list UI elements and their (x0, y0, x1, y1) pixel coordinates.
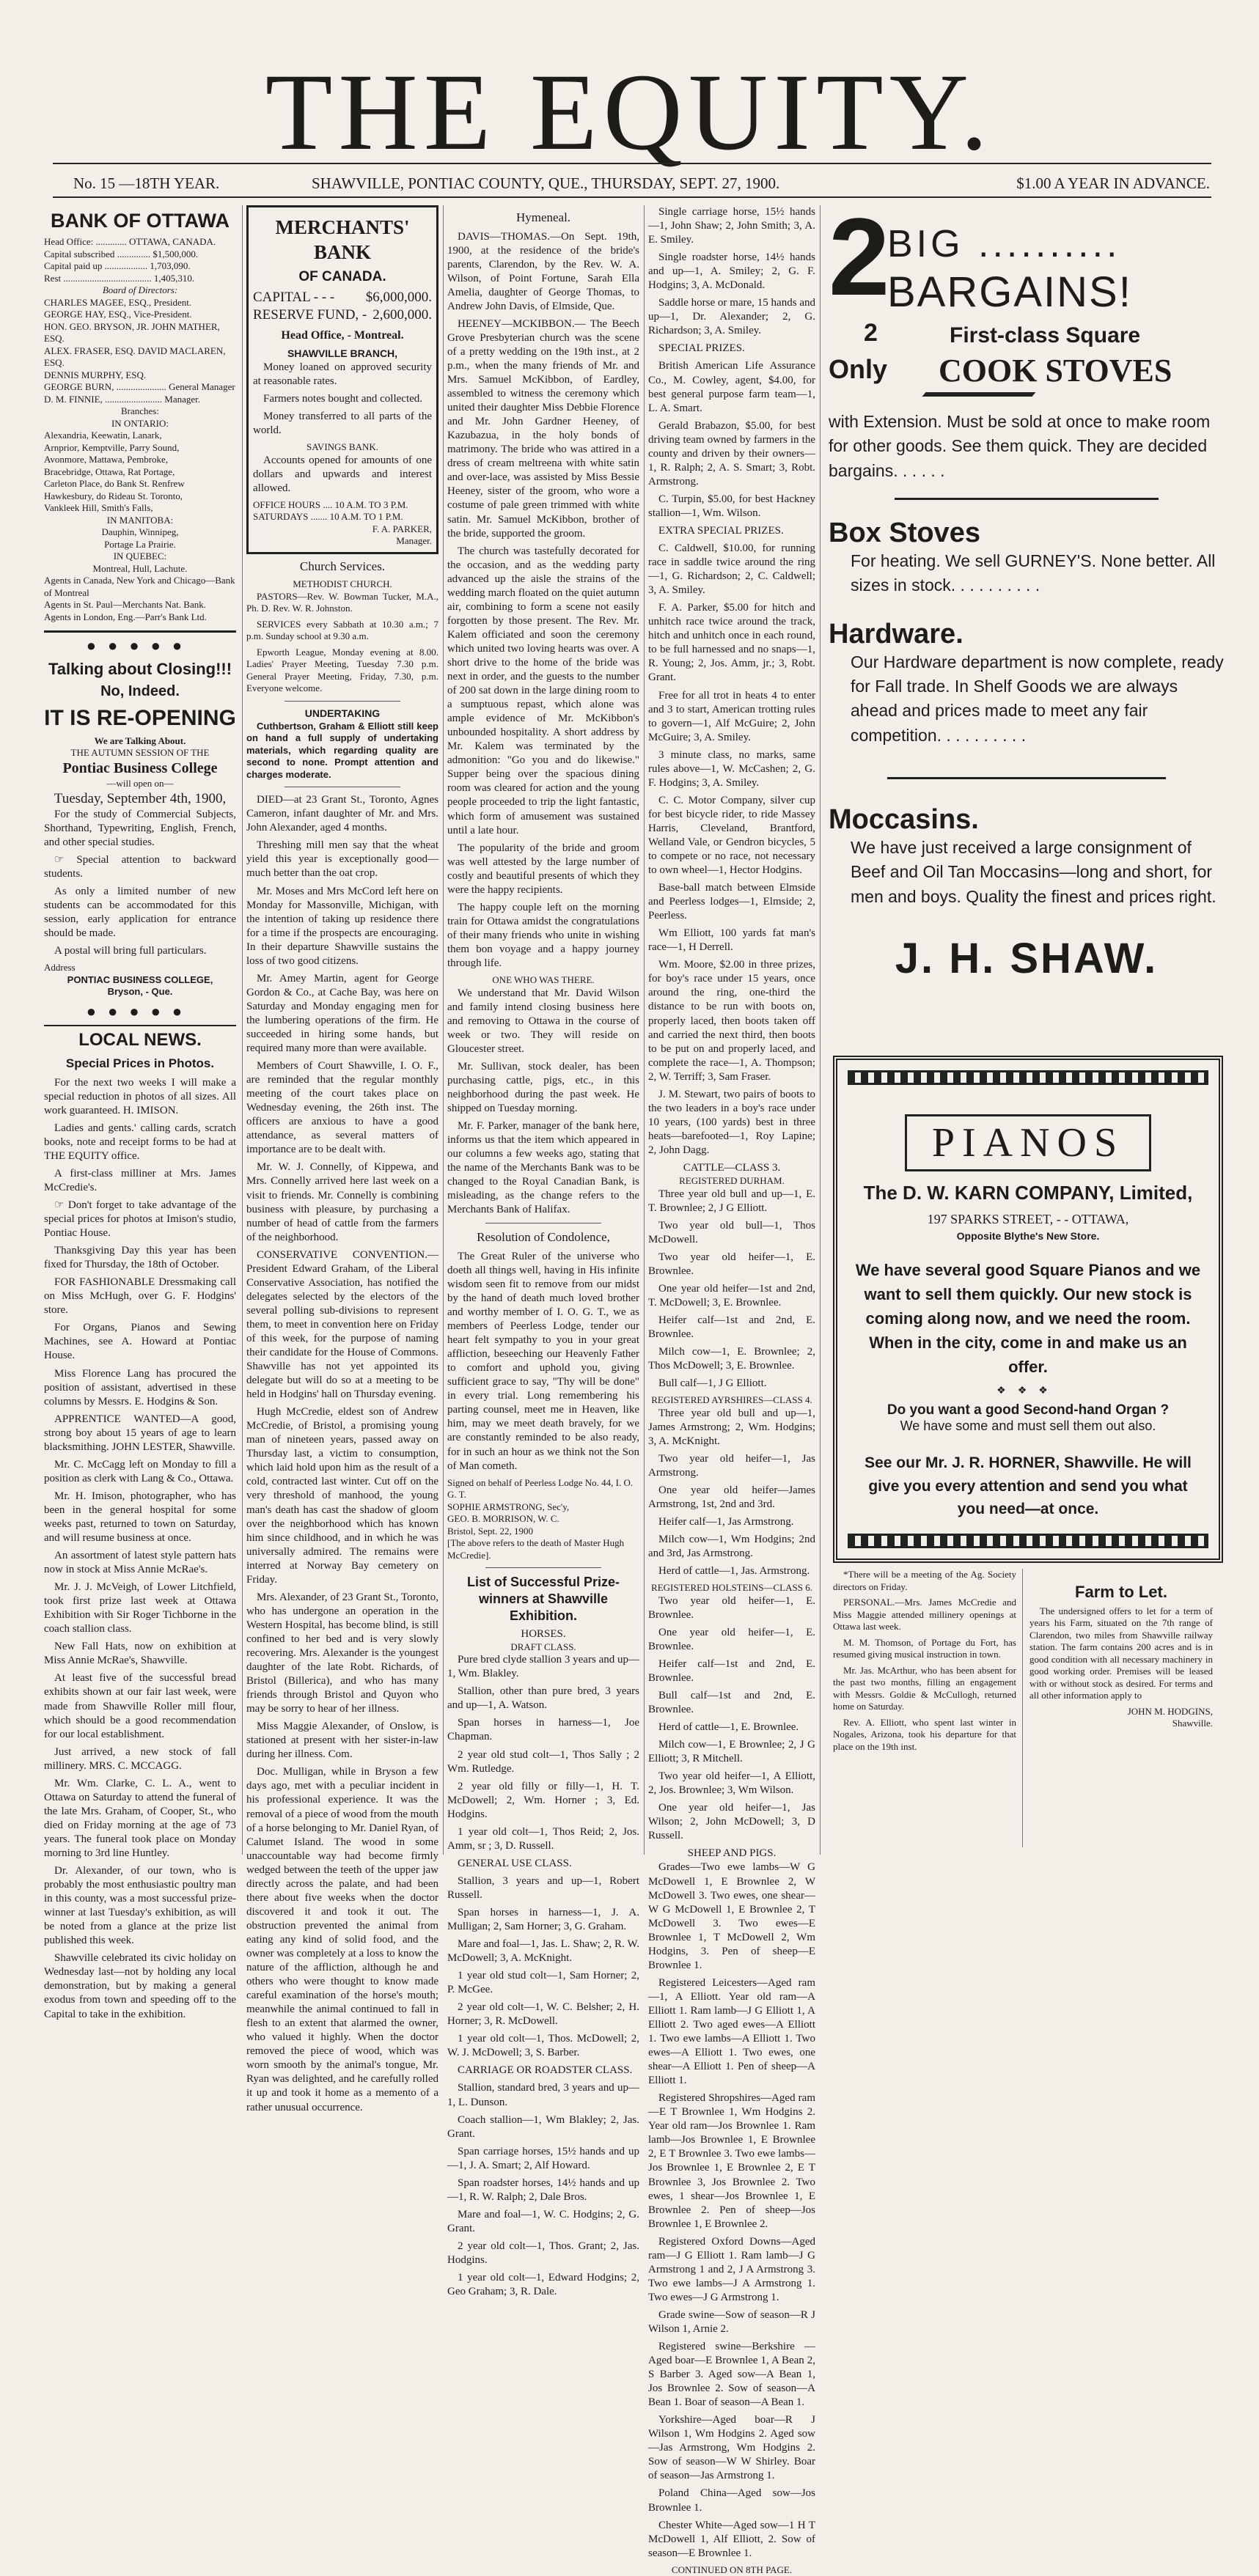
horner-note: See our Mr. J. R. HORNER, Shawville. He will give you every attention and send you what you need—at once. (865, 1454, 1192, 1517)
news-item: Dr. Alexander, of our town, who is probably the most enthusiastic poultry man in this county, was a most successful prize-winner at last Tuesday's exhibition, as will be noted from a glance at the prize list published this week. (44, 1865, 236, 1947)
savings-text: Accounts opened for amounts of one dollars and upwards and interest allowed. (253, 454, 432, 494)
prize-line: Wm. Moore, $2.00 in three prizes, for boy's race under 15 years, once around the ring, one-third the distance to be run with boots on, properly laced, then boots taken off and carried the next third, then boots to be put on and properly laced, and complete the race—1, A. Thompson; 2, W. Terriff; 3, Sam Fraser. (648, 959, 815, 1083)
news-item: Members of Court Shawville, I. O. F., are reminded that the regular monthly meeting of the court takes place on Wednesday evening, the 26th inst. The officers are anxious to have a good attendance, as several matters of importance are to be dealt with. (246, 1060, 438, 1156)
condolence-title: Resolution of Condolence, (477, 1230, 610, 1245)
durham-lines (648, 1188, 815, 1391)
news-item: A first-class milliner at Mrs. James McCredie's. (44, 1167, 236, 1193)
prize-line: Stallion, standard bred, 3 years and up—1, L. Dunson. (447, 2082, 639, 2108)
column-3 (447, 205, 639, 2298)
prize-line: Two year old heifer—1, Jas Armstrong. (648, 1452, 815, 1479)
divider (44, 630, 236, 633)
prize-line: British American Life Assurance Co., M. Cowley, agent, $4.00, for best general purpose farm team—1, L. A. Smart. (648, 360, 815, 414)
big-two: 2 (829, 195, 890, 318)
manager-name: F. A. PARKER, (372, 523, 432, 534)
closing-sub: We are Talking About. (94, 735, 186, 746)
organ-answer: We have some and must sell them out also. (900, 1418, 1156, 1433)
divider (285, 701, 400, 702)
prize-line: Single roadster horse, 14½ hands and up—1, A. Smiley; 2, G. F. Hodgins; 3, A. McDonald. (648, 251, 815, 292)
merchants-title: MERCHANTS' BANK (275, 216, 410, 264)
signature-line: Signed on behalf of Peerless Lodge No. 44, I. O. G. T. (447, 1476, 634, 1501)
prize-line: Herd of cattle—1, E. Brownlee. (658, 1721, 799, 1734)
merchants-services (253, 361, 432, 438)
news-item: New Fall Hats, now on exhibition at Miss Annie McRae's, Shawville. (44, 1641, 236, 1667)
saturday-hours: SATURDAYS ....... 10 A.M. TO 1 P.M. (253, 511, 403, 523)
news-item: Thanksgiving Day this year has been fixed for Thursday, the 18th of October. (44, 1245, 236, 1271)
branch-line: Dauphin, Winnipeg, (101, 526, 179, 538)
prize-line: Three year old bull and up—1, James Armstrong; 2, Wm. Hodgins; 3, A. McKnight. (648, 1407, 815, 1447)
news-item: FOR FASHIONABLE Dressmaking call on Miss McHugh, over G. F. Hodgins' store. (44, 1276, 236, 1317)
bargains-ad (829, 195, 1225, 983)
news-item: Mr. C. McCagg left on Monday to fill a position as clerk with Lang & Co., Ottawa. (44, 1458, 236, 1484)
board-title: Board of Directors: (102, 284, 178, 296)
prize-line: J. M. Stewart, two pairs of boots to the two leaders in a boy's race under 10 years, (100 yards) best in three heats—barefooted—1, Roy Lapine; 2, John Dagg. (648, 1088, 815, 1156)
branch-line: Portage La Prairie. (104, 538, 176, 550)
prize-line: 1 year old stud colt—1, Sam Horner; 2, P. McGee. (447, 1970, 639, 1996)
prize-line: Pure bred clyde stallion 3 years and up—1, Wm. Blakley. (447, 1654, 639, 1680)
capital-line: Rest ..................................... 1,405,310. (44, 272, 195, 284)
college-body (44, 808, 236, 958)
farm-place: Shawville. (1172, 1718, 1213, 1729)
news-item: Just arrived, a new stock of fall millinery. MRS. C. MCCAGG. (44, 1745, 236, 1772)
prize-line: Chester White—Aged sow—1 H T McDowell 1, Alf Elliott, 2. Sow of season—E Brownlee 1. (648, 2519, 815, 2559)
prize-line: Two year old heifer—1, E. Brownlee. (648, 1251, 815, 1277)
service-line: Money loaned on approved security at reasonable rates. (253, 361, 432, 388)
prize-line: 3 minute class, no marks, same rules above—1, W. McCashen; 2, G. F. Hodgins; 3, A. Smiley. (648, 748, 815, 789)
prize-line: Heifer calf—1st and 2nd, E. Brownlee. (648, 1657, 815, 1684)
undertaking-title: UNDERTAKING (304, 707, 381, 719)
director-line: CHARLES MAGEE, ESQ., President. (44, 296, 192, 308)
news-item: For the next two weeks I will make a special reduction in photos of all sizes. All work guaranteed. H. IMISON. (44, 1076, 236, 1116)
prize-line: One year old heifer—James Armstrong, 1st, 2nd and 3rd. (648, 1484, 815, 1510)
branch-line: Alexandria, Keewatin, Lanark, (44, 430, 162, 441)
prize-lines (447, 1653, 639, 2299)
undertaking-text: Cuthbertson, Graham & Elliott still keep on hand a full supply of undertaking materials, which regarding quality are second to none. Prompt attention and charges moderate. (246, 720, 438, 780)
church-line: PASTORS—Rev. W. Bowman Tucker, M.A., Ph. D. Rev. W. R. Johnston. (246, 590, 438, 614)
college-paragraph: As only a limited number of new students can be accommodated for this session, early application for entrance should be made. (44, 885, 236, 940)
prize-line: Two year old heifer—1, A Elliott, 2, Jos. Brownlee; 3, Wm Wilson. (648, 1770, 815, 1797)
registered-holsteins: REGISTERED HOLSTEINS—CLASS 6. (651, 1582, 812, 1594)
pianos-title: PIANOS (905, 1114, 1151, 1171)
savings-title: SAVINGS BANK. (306, 441, 378, 453)
news-item: ☞ Don't forget to take advantage of the special prices for photos at Imison's studio, Pontiac House. (44, 1199, 236, 1240)
column-rule (1022, 1569, 1023, 1847)
prize-line: Mare and foal—1, W. C. Hodgins; 2, G. Grant. (447, 2208, 639, 2234)
branch-line: Montreal, Hull, Lachute. (92, 562, 188, 574)
divider (44, 1025, 236, 1026)
agent-line: Agents in St. Paul—Merchants Nat. Bank. (44, 599, 206, 611)
will-open: —will open on— (106, 778, 174, 790)
bullet-row: ●●●●● (86, 636, 194, 655)
farm-title: Farm to Let. (1075, 1583, 1167, 1601)
divider (887, 777, 1166, 779)
ornament-row: ❖❖❖ (996, 1385, 1060, 1396)
news-item: We understand that Mr. David Wilson and family intend closing business here and removing to Ottawa in the course of week or two. They will reside on Gloucester street. (447, 987, 639, 1055)
service-line: Money transferred to all parts of the world. (253, 411, 432, 437)
college-location: Bryson, - Que. (107, 986, 173, 998)
local-news-items (44, 1076, 236, 2022)
prize-line: One year old heifer—1, Jas Wilson; 2, John McDowell; 3, D Russell. (648, 1802, 815, 1842)
closing-no-indeed: No, Indeed. (100, 683, 180, 700)
bargains-body: with Extension. Must be sold at once to make room for other goods. See them quick. They are decided bargains. . . . . . (829, 412, 1211, 480)
karn-address: 197 SPARKS STREET, - - OTTAWA, (927, 1212, 1129, 1226)
news-item: At least five of the successful bread exhibits shown at our fair last week, were made from Shawville Roller mill flour, which should be a good recommendation for our local establishment. (44, 1672, 236, 1740)
news-item: For Organs, Pianos and Sewing Machines, see A. Howard at Pontiac House. (44, 1322, 236, 1362)
news-item: Mr. J. J. McVeigh, of Lower Litchfield, took first prize last week at Ottawa Exhibition with Sir Roger Tichborne in the coach stallion class. (44, 1581, 236, 1635)
cattle-title: CATTLE—CLASS 3. (683, 1162, 781, 1174)
reserve-row (253, 306, 432, 324)
prize-line: Registered Leicesters—Aged ram—1, A Elliott. Year old ram—A Elliott 1. Ram lamb—J G Elliott 1, A Elliott 2. Two aged ewes—A Elliott 1. Two ewe lambs—A Elliott 1. Two ewes—A Elliott 1. Two ewes, one shear—A Elliott 1. Pen of sheep—A Elliott 1. (648, 1976, 815, 2087)
hardware-body: Our Hardware department is now complete, ready for Fall trade. In Shelf Goods we are always ahead and prices made to meet any fair competition. . . . . . . . . . (851, 652, 1224, 745)
news-item: CONSERVATIVE CONVENTION.—President Edward Graham, of the Liberal Conservative Association, has notified the delegates selected by the electors of the several polling sub-divisions to represent them, to meet in convention here on Friday of this week, for the purpose of naming their candidate for the House of Commons. Shawville has not yet appointed its delegate but will do so at a meeting to be held in Hodgins' hall on Thursday evening. (246, 1248, 438, 1401)
news-item: Mr. W. J. Connelly, of Kippewa, and Mrs. Connelly arrived here last week on a visit to friends. Mr. Connelly is combining business with pleasure, by purchasing a number of head of cattle from the farmers of the neighborhood. (246, 1161, 438, 1243)
closing-reopening: IT IS RE-OPENING (44, 705, 236, 730)
address-label: Address (44, 962, 76, 974)
managers-list (44, 381, 236, 405)
signature-line: Bristol, Sept. 22, 1900 (447, 1525, 534, 1537)
prize-lines-continued (648, 205, 815, 1158)
signature-line: SOPHIE ARMSTRONG, Sec'y, (447, 1501, 570, 1512)
news-item: Ladies and gents.' calling cards, scratch books, note and receipt forms to be had at THE EQUITY office. (44, 1122, 236, 1162)
prize-line: Mare and foal—1, Jas. L. Shaw; 2, R. W. McDowell; 3, A. McKnight. (447, 1938, 639, 1965)
reserve-value: 2,600,000. (372, 306, 432, 323)
registered-durham: REGISTERED DURHAM. (679, 1175, 785, 1187)
news-item: Mr. Wm. Clarke, C. L. A., went to Ottawa on Saturday to attend the funeral of the late Mrs. Graham, of Cooper, St., who died on Friday morning at the age of 73 years. The funeral took place on Monday morning to 3rd line Huntley. (44, 1777, 236, 1859)
prize-line: Poland China—Aged sow—Jos Brownlee 1. (648, 2487, 815, 2514)
condolence-text: The Great Ruler of the universe who doeth all things well, having in His infinite wisdom seen fit to remove from our midst by the hand of death much loved brother and worthy member of I. O. G. T., we as members of Peerless Lodge, tender our heart felt sympathy to you in your great affliction, beseeching our Heavenly Father to comfort and uphold you, giving sufficient grace to say, "Thy will be done" in every trial. Long remembering his parting counsel, meet me in Heaven, like him, may we meet death bravely, for we are constantly reminded to be also ready, for in such an hour as we think not the Son of Man cometh. (447, 1250, 639, 1472)
hardware-title: Hardware. (829, 618, 963, 649)
capital-value: $6,000,000. (365, 289, 432, 305)
column-2 (246, 205, 438, 2113)
prize-list-title: List of Successful Prize-winners at Shawville Exhibition. (466, 1575, 620, 1623)
signature-line: GEO. B. MORRISON, W. C. (447, 1513, 559, 1525)
prize-line: Herd of cattle—1, Jas. Armstrong. (658, 1565, 810, 1578)
bargains-header (829, 195, 1225, 319)
branch-line: Arnprior, Kemptville, Parry Sound, (44, 441, 180, 453)
personal-notes (833, 1569, 1016, 1847)
bargains-label: BARGAINS! (887, 268, 1132, 316)
head-office: Head Office, - Montreal. (281, 328, 404, 342)
hymeneal-title: Hymeneal. (515, 210, 571, 224)
column-4 (648, 205, 815, 2575)
prize-line: Single carriage horse, 15½ hands—1, John Shaw; 2, John Smith; 3, A. E. Smiley. (648, 206, 815, 246)
prize-line: Span carriage horses, 15½ hands and up—1, J. A. Smart; 2, Alf Howard. (447, 2145, 639, 2171)
column-rule (443, 205, 444, 1855)
news-item: Mr. H. Imison, photographer, who has been in the general hospital for some weeks past, returned to town on Saturday, and will resume business at once. (44, 1490, 236, 1545)
farm-to-let-ad (1029, 1569, 1213, 1847)
capital-label: CAPITAL - - - (253, 289, 335, 305)
opposite-note: Opposite Blythe's New Store. (956, 1230, 1100, 1242)
ontario-branches (44, 430, 236, 515)
decorative-border (848, 1534, 1208, 1548)
personal-item: PERSONAL.—Mrs. James McCredie and Miss Maggie attended millinery openings at Ottawa last week. (833, 1597, 1016, 1632)
prize-line: GENERAL USE CLASS. (458, 1857, 572, 1869)
decorative-swash (922, 392, 1035, 397)
college-paragraph: For the study of Commercial Subjects, Shorthand, Typewriting, English, French, and other special studies. (44, 808, 236, 848)
college-name: Pontiac Business College (62, 759, 218, 776)
bullet-row: ●●●●● (86, 1001, 194, 1020)
in-quebec: IN QUEBEC: (113, 551, 167, 562)
prize-line: One year old heifer—1st and 2nd, T. McDowell; 3, E. Brownlee. (648, 1282, 815, 1309)
moccasins-title: Moccasins. (829, 804, 979, 836)
prize-line: Base-ball match between Elmside and Peerless lodges—1, Elmside; 2, Peerless. (648, 882, 815, 922)
personal-item: Mr. Jas. McArthur, who has been absent for the past two months, filling an engagement with Messrs. Goldie & McCullogh, returned home on Saturday. (833, 1664, 1016, 1712)
prize-line: Saddle horse or mare, 15 hands and up—1, Dr. Alexander; 2, G. Richardson; 3, A. Smiley. (648, 297, 815, 337)
church-lines (246, 591, 438, 695)
news-item: Mr. Amey Martin, agent for George Gordon & Co., at Cache Bay, was here on Saturday and Monday engaging men for the lumbering operations of the firm. He succeeded in hiring some hands, but required many more than were available. (246, 972, 438, 1055)
organ-question: Do you want a good Second-hand Organ ? (887, 1402, 1170, 1418)
news-item: Shawville celebrated its civic holiday on Wednesday last—not by holding any local demonstration, but by making a general exodus from town and speeding off to the Capital to take in the exhibition. (44, 1952, 236, 2020)
prize-line: Bull calf—1, J G Elliott. (658, 1377, 767, 1390)
prize-line: Milch cow—1, E. Brownlee; 2, Thos McDowell; 3, E. Brownlee. (648, 1346, 815, 1372)
reserve-label: RESERVE FUND, - (253, 306, 367, 323)
hymeneal-paragraphs (447, 230, 639, 971)
prize-line: CARRIAGE OR ROADSTER CLASS. (458, 2064, 633, 2077)
branch-line: Vankleek Hill, Smith's Falls, (44, 502, 153, 514)
prize-line: 2 year old stud colt—1, Thos Sally ; 2 Wm. Rutledge. (447, 1748, 639, 1775)
box-stoves-title: Box Stoves (829, 518, 980, 549)
manitoba-branches (44, 526, 236, 551)
big-label: BIG .......... (887, 223, 1121, 265)
personal-item: *There will be a meeting of the Ag. Society directors on Friday. (833, 1569, 1016, 1592)
capital-row (253, 289, 432, 306)
sheep-title: SHEEP AND PIGS. (687, 1847, 777, 1860)
prize-line: One year old heifer—1, E. Brownlee. (648, 1626, 815, 1652)
prize-line: Registered swine—Berkshire — Aged boar—E Brownlee 1, A Bean 2, S Barber 3. Aged sow—A Bean 1, Jos Brownlee 2. Sow of season—A Bean 1. Boar of season—A Bean 1. (648, 2341, 815, 2409)
divider (895, 498, 1159, 500)
closing-title: Talking about Closing!!! (48, 660, 232, 679)
wedding-paragraph: The popularity of the bride and groom was well attested by the large number of costly and beautiful presents of which they were the happy recipients. (447, 842, 639, 896)
college-address-name: PONTIAC BUSINESS COLLEGE, (67, 974, 213, 985)
in-ontario: IN ONTARIO: (111, 417, 169, 429)
holstein-lines (648, 1594, 815, 1844)
wedding-paragraph: The happy couple left on the morning train for Ottawa amidst the congratulations of their many friends who unite in wishing them bon voyage and a happy journey through life. (447, 901, 639, 969)
news-item: Mr. Sullivan, stock dealer, has been purchasing cattle, pigs, etc., in this neighborhood during the past week. He shipped on Tuesday morning. (447, 1060, 639, 1114)
autumn-session: THE AUTUMN SESSION OF THE (70, 747, 210, 759)
prize-line: Grades—Two ewe lambs—W G McDowell 1, E Brownlee 2, W McDowell 3. Two ewes, one shear—W G McDowell 1, E Brownlee 2, T McDowell 3. Two ewes—E Brownlee 1, T McDowell 2, Wm Hodgins, 3. Pen of sheep—E Brownlee 1. (648, 1861, 815, 1971)
director-line: GEORGE HAY, ESQ., Vice-President. (44, 309, 192, 320)
cook-stoves-header (829, 319, 1225, 400)
continued-note: CONTINUED ON 8TH PAGE. (671, 2564, 793, 2575)
place-date: SHAWVILLE, PONTIAC COUNTY, QUE., THURSDAY, SEPT. 27, 1900. (312, 174, 780, 192)
director-line: DENNIS MURPHY, ESQ. (44, 369, 147, 380)
prize-line: EXTRA SPECIAL PRIZES. (658, 524, 784, 537)
prize-line: Registered Shropshires—Aged ram—E T Brownlee 1, Wm Hodgins 2. Year old ram—Jos Brownlee 1. Ram lamb—Jos Brownlee 1, E Brownlee 2, E T Brownlee 3. Two ewe lambs—Jos Brownlee 1, E Brownlee 2, E T Brownlee 3, Jos Brownlee 2. Two ewes, 1 shear—Jos Brownlee 1, E Brownlee 2. Pen of sheep—Jos Brownlee 1, E Brownlee 2. (648, 2092, 815, 2230)
prize-line: Gerald Brabazon, $5.00, for best driving team owned by farmers in the county and driven by their owners—1, R. Ralph; 2, A. S. Smart; 3, Robt. Armstrong. (648, 419, 815, 487)
ayrshire-lines (648, 1407, 815, 1579)
pianos-body: We have several good Square Pianos and we want to sell them quickly. Our new stock is coming along now, and we need the room. When in the city, come in and make us an offer. (855, 1261, 1201, 1376)
wedding-paragraph: DAVIS—THOMAS.—On Sept. 19th, 1900, at the residence of the bride's parents, Clarendon, by the Rev. W. A. Wilson, of Point Fortune, Sarah Ella Amelia, daughter of George Thomas, to Andrew John Davis, of Elmside, Que. (447, 230, 639, 312)
manager-line: D. M. FINNIE, ........................ Manager. (44, 393, 201, 405)
prize-line: Wm Elliott, 100 yards fat man's race—1, H Derrell. (648, 927, 815, 954)
branches-title: Branches: (121, 405, 159, 417)
prize-line: Span roadster horses, 14½ hands and up—1, R. W. Ralph; 2, Dale Bros. (447, 2176, 639, 2203)
sheep-lines (648, 1861, 815, 2560)
prize-line: SPECIAL PRIZES. (658, 342, 745, 355)
bank-ottawa-capital (44, 236, 236, 284)
prize-line: Stallion, 3 years and up—1, Robert Russell. (447, 1874, 639, 1901)
shaw-signature: J. H. SHAW. (895, 935, 1159, 983)
news-item: Mr. F. Parker, manager of the bank here, informs us that the item which appeared in our columns a few weeks ago, stating that the name of the Merchants Bank was to be changed to the Royal Canadian Bank, is misleading, as the change refers to the Merchants Bank of Halifax. (447, 1119, 639, 1216)
personal-item: M. M. Thomson, of Portage du Fort, has resumed giving musical instruction in town. (833, 1636, 1016, 1660)
issue-number: No. 15 —18TH YEAR. (73, 174, 220, 192)
first-class-label: First-class Square (950, 323, 1141, 347)
prize-line: Span horses in harness—1, J. A. Mulligan; 2, Sam Horner; 3, G. Graham. (447, 1906, 639, 1933)
column-rule (242, 205, 243, 1855)
news-item: Doc. Mulligan, while in Bryson a few days ago, met with a peculiar incident in his professional experience. It was the removal of a piece of wood from the mouth of a horse belonging to Mr. Daniel Ryan, of Calumet Island. The wood in some unaccountable way had become firmly wedged between the teeth of the upper jaw directly across the palate, and had been there about five weeks when the doctor discovered it and took it out. The obstruction prevented the animal from eating any kind of solid food, and the owner was completely at a loss to know the nature of the affliction, although he and others who were thought to know made careful examination of the horse's mouth; meanwhile the animal continued to fall in flesh to an extent that alarmed the owner, who valued it highly. When the doctor removed the piece of wood, which was worn smooth by the animal's tongue, Mr. Ryan was delighted, and he carefully rolled it up and took it home as a memento of a rather unusual occurrence. (246, 1766, 438, 2113)
shawville-branch: SHAWVILLE BRANCH, (287, 347, 398, 360)
prize-line: Milch cow—1, Wm Hodgins; 2nd and 3rd, Jas Armstrong. (648, 1534, 815, 1560)
manager-line: GEORGE BURN, ..................... General Manager (44, 381, 235, 393)
news-item: Miss Maggie Alexander, of Onslow, is stationed at present with her sister-in-law during her illness. Com. (246, 1721, 438, 1761)
business-college-ad (44, 659, 236, 998)
capital-line: Capital paid up .................. 1,703,090. (44, 260, 191, 272)
registered-ayrshires: REGISTERED AYRSHIRES—CLASS 4. (651, 1394, 812, 1406)
church-line: SERVICES every Sabbath at 10.30 a.m.; 7 p.m. Sunday school at 9.30 a.m. (246, 618, 438, 642)
column-1 (44, 205, 236, 2020)
prize-line: Stallion, other than pure bred, 3 years and up—1, A. Watson. (447, 1685, 639, 1712)
agent-line: Agents in London, Eng.—Parr's Bank Ltd. (44, 611, 207, 622)
news-item: Mrs. Alexander, of 23 Grant St., Toronto, who has undergone an operation in the Western Hospital, has become blind, is still confined to her bed and is very slowly recovering. Mrs. Alexander is the youngest daughter of the late Robt. Richards, of Bristol (Billerica), and who has many friends through Bristol and Quyon who may be sorry to hear of her illness. (246, 1591, 438, 1715)
local-news-title: LOCAL NEWS. (78, 1029, 202, 1050)
agents-list (44, 575, 236, 623)
column-rule (820, 205, 821, 1855)
in-manitoba: IN MANITOBA: (106, 514, 174, 526)
farm-body: The undersigned offers to let for a term of years his Farm, situated on the 7th range of Clarendon, two miles from Shawville railway station. The farm contains 200 acres and is in good condition with all necessary machinery in good working order. Premises will be leased with or without stock as desired. For terms and all other information apply to (1029, 1605, 1213, 1701)
masthead-rule-top (53, 163, 1211, 164)
bank-of-ottawa-ad (44, 208, 236, 623)
quebec-branches (44, 563, 236, 575)
capital-line: Head Office: ............. OTTAWA, CANADA. (44, 236, 216, 248)
prize-line: Span horses in harness—1, Joe Chapman. (447, 1717, 639, 1743)
decorative-border (848, 1070, 1208, 1085)
prize-line: 1 year old colt—1, Thos. McDowell; 2, W. J. McDowell; 3, S. Barber. (447, 2033, 639, 2059)
only-label: Only (829, 354, 888, 384)
office-hours: OFFICE HOURS .... 10 A.M. TO 3 P.M. (253, 498, 408, 510)
prize-line: F. A. Parker, $5.00 for hitch and unhitch race twice around the track, hitch and unhitch once in each round, to be full harnessed and no snaps—1, R. Young; 2, Jos. Amm, jr.; 3, Robt. Grant. (648, 602, 815, 684)
horses-heading: HORSES. (521, 1627, 566, 1640)
prize-line: Heifer calf—1st and 2nd, E. Brownlee. (648, 1314, 815, 1340)
farm-signature: JOHN M. HODGINS, (1127, 1705, 1213, 1717)
divider (485, 1567, 601, 1568)
news-item: Threshing mill men say that the wheat yield this year is exceptionally good—much better than the oat crop. (246, 839, 438, 880)
prize-line: 2 year old colt—1, W. C. Belsher; 2, H. Horner; 3, R. McDowell. (447, 2001, 639, 2028)
methodist-church: METHODIST CHURCH. (293, 578, 392, 590)
branch-line: Carleton Place, do Bank St. Renfrew (44, 478, 185, 490)
masthead-rule-bottom (53, 196, 1211, 198)
prize-line: Three year old bull and up—1, E. T. Brownlee; 2, J G Elliott. (648, 1188, 815, 1214)
signoff: ONE WHO WAS THERE. (492, 974, 595, 986)
special-prices-title: Special Prices in Photos. (65, 1056, 215, 1071)
condolence-signature (447, 1477, 639, 1562)
subscription-price: $1.00 A YEAR IN ADVANCE. (1016, 174, 1210, 192)
prize-line: Grade swine—Sow of season—R J Wilson 1, Arnie 2. (648, 2308, 815, 2335)
prize-line: 1 year old colt—1, Thos Reid; 2, Jos. Amm, sr ; 3, D. Russell. (447, 1825, 639, 1852)
prize-line: Coach stallion—1, Wm Blakley; 2, Jas. Grant. (447, 2113, 639, 2140)
masthead: THE EQUITY. (265, 51, 994, 173)
prize-line: Yorkshire—Aged boar—R J Wilson 1, Wm Hodgins 2. Aged sow—Jas Armstrong, Wm Hodgins 2. Sow of season—W W Shirley. Boar of season—Jas Armstrong 1. (648, 2414, 815, 2482)
personal-item: Rev. A. Elliott, who spent last winter in Nogales, Arizona, took his departure for that place on the 19th inst. (833, 1716, 1016, 1752)
prize-line: C. Caldwell, $10.00, for running race in saddle twice around the ring—1, G. Richardson; 2, C. Caldwell; 3, A. Smiley. (648, 542, 815, 597)
pianos-ad (833, 1056, 1223, 1563)
branch-line: Bracebridge, Ottawa, Rat Portage, (44, 465, 175, 477)
draft-class: DRAFT CLASS. (510, 1641, 576, 1652)
prize-line: Milch cow—1, E Brownlee; 2, J G Elliott; 3, R Mitchell. (648, 1739, 815, 1765)
college-paragraph: ☞ Special attention to backward students. (44, 853, 236, 880)
director-line: HON. GEO. BRYSON, JR. JOHN MATHER, ESQ. (44, 320, 220, 345)
prize-line: Two year old bull—1, Thos McDowell. (648, 1219, 815, 1245)
news-item: Hugh McCredie, eldest son of Andrew McCredie, of Bristol, a promising young man of nineteen years, passed away on Thursday last, a victim to consumption, which laid hold upon him as the result of a cold, contracted last winter. Cut off on the very threshold of manhood, the young man's death has cast the shadow of gloom over the neighborhood which has known him since childhood, and in which he was universally admired. The remains were interred at Norway Bay cemetery on Friday. (246, 1406, 438, 1586)
cook-stoves-label: COOK STOVES (939, 353, 1172, 389)
wedding-paragraph: HEENEY—MCKIBBON.— The Beech Grove Presbyterian church was the scene of a pretty wedding on the 19th inst., at 2 p.m., when the many friends of Mr. and Mrs. Samuel McKibbon, of Eardley, assembled to witness the ceremony which united their daughter Miss Debbie Florence and Mr. John Gardner Heeney, of Kazubazua, in the holy bonds of matrimony. The bride who was attired in a dress of cream meltreena with white satin and over-lace, was assisted by Miss Bessie Heeney, sister of the groom, who wore a costume of pale green trimmed with white satin. Mr. Samuel McKibbon, brother of the bride, supported the groom. (447, 317, 639, 540)
opening-date: Tuesday, September 4th, 1900, (54, 790, 227, 806)
directors-list (44, 297, 236, 382)
agent-line: Agents in Canada, New York and Chicago—Bank of Montreal (44, 575, 235, 598)
prize-line: 2 year old filly or filly—1, H. T. McDowell; 2, Wm. Horner ; 3, Ed. Hodgins. (447, 1780, 639, 1820)
service-line: Farmers notes bought and collected. (263, 393, 423, 405)
column-rule (644, 205, 645, 1855)
capital-line: Capital subscribed .............. $1,500,000. (44, 248, 199, 260)
prize-line: 1 year old colt—1, Edward Hodgins; 2, Geo Graham; 3, R. Dale. (447, 2272, 639, 2298)
news-item: APPRENTICE WANTED—A good, strong boy about 15 years of age to learn blacksmithing. JOHN LESTER, Shawville. (44, 1413, 236, 1453)
manager-title: Manager. (396, 535, 432, 547)
box-stoves-body: For heating. We sell GURNEY'S. None better. All sizes in stock. . . . . . . . . . (851, 551, 1216, 595)
prize-line: C. C. Motor Company, silver cup for best bicycle rider, to ride Massey Harris, Cleveland, Brantford, Welland Vale, or Gendron bicycles, 5 to compete or no race, not necessary to own wheel—1, Hector Hodgins. (648, 794, 815, 877)
prize-line: Two year old heifer—1, E. Brownlee. (648, 1594, 815, 1621)
merchants-subtitle: OF CANADA. (298, 268, 386, 284)
news-item: Miss Florence Lang has procured the position of assistant, advertised in these columns by Messrs. E. Hodgins & Son. (44, 1367, 236, 1407)
prize-line: 2 year old colt—1, Thos. Grant; 2, Jas. Hodgins. (447, 2240, 639, 2266)
prize-line: Heifer calf—1, Jas Armstrong. (658, 1515, 794, 1528)
karn-company: The D. W. KARN COMPANY, Limited, (863, 1182, 1193, 1204)
merchants-bank-ad (246, 205, 438, 554)
two-label: 2 (864, 319, 878, 347)
director-line: ALEX. FRASER, ESQ. DAVID MACLAREN, ESQ. (44, 345, 226, 369)
bank-ottawa-title: BANK OF OTTAWA (51, 210, 230, 232)
branch-line: Hawkesbury, do Rideau St. Toronto, (44, 490, 183, 501)
news-item: DIED—at 23 Grant St., Toronto, Agnes Cameron, infant daughter of Mr. and Mrs. John Alexander, aged 4 months. (246, 794, 438, 834)
prize-line: Free for all trot in heats 4 to enter and 3 to start, American trotting rules to govern—1, Alf McGuire; 2, John McGuire; 3, A. Smiley. (648, 689, 815, 743)
prize-line: C. Turpin, $5.00, for best Hackney stallion—1, Wm. Wilson. (648, 493, 815, 519)
branch-line: Avonmore, Mattawa, Pembroke, (44, 454, 169, 465)
church-line: Epworth League, Monday evening at 8.00. Ladies' Prayer Meeting, Tuesday 7.30 p.m. General Prayer Meeting, Friday, 7.30, p.m. Everyone welcome. (246, 646, 438, 694)
column-2-items (246, 793, 438, 2114)
signature-line: [The above refers to the death of Master Hugh McCredie]. (447, 1537, 625, 1561)
column-3-news (447, 987, 639, 1218)
news-item: Mr. Moses and Mrs McCord left here on Monday for Massonville, Michigan, with the intention of taking up residence there for a time if the prospects are encouraging. In their departure Shawville sustains the loss of two good citizens. (246, 885, 438, 967)
church-title: Church Services. (299, 559, 386, 573)
prize-line: Bull calf—1st and 2nd, E. Brownlee. (648, 1689, 815, 1715)
news-item: An assortment of latest style pattern hats now in stock at Miss Annie McRae's. (44, 1550, 236, 1576)
moccasins-body: We have just received a large consignment of Beef and Oil Tan Moccasins—long and short, for men and boys. Quality the finest and prices right. (851, 838, 1216, 906)
prize-line: Registered Oxford Downs—Aged ram—J G Elliott 1. Ram lamb—J G Armstrong 1 and 2, J A Armstrong 3. Two ewe lambs—J A Armstrong 1. Two ewes—J G Armstrong 1. (648, 2235, 815, 2303)
wedding-paragraph: The church was tastefully decorated for the occasion, and as the wedding party advanced up the aisle the strains of the wedding march floated on the quiet autumn air, combining to form a scene not easily forgotten by those present. The Rev. Mr. Kalem officiated and soon the ceremony which united two loving hearts was over. A short drive to the home of the bride was next in order, and the guests to the number of 200 sat down in the large dining room to a sumptuous repast, which alone was ample evidence of Mr. McKibbon's unbounded hospitality. A short address by Mr. Kalem was terminated by the admonition: "Go you and do likewise." Supper being over the spacious dining room was cleared for action and the young people proceeded to trip the light fantastic, which form of amusement was sustained until a late hour. (447, 545, 639, 836)
personal-items (833, 1569, 1016, 1753)
college-paragraph: A postal will bring full particulars. (54, 945, 207, 957)
